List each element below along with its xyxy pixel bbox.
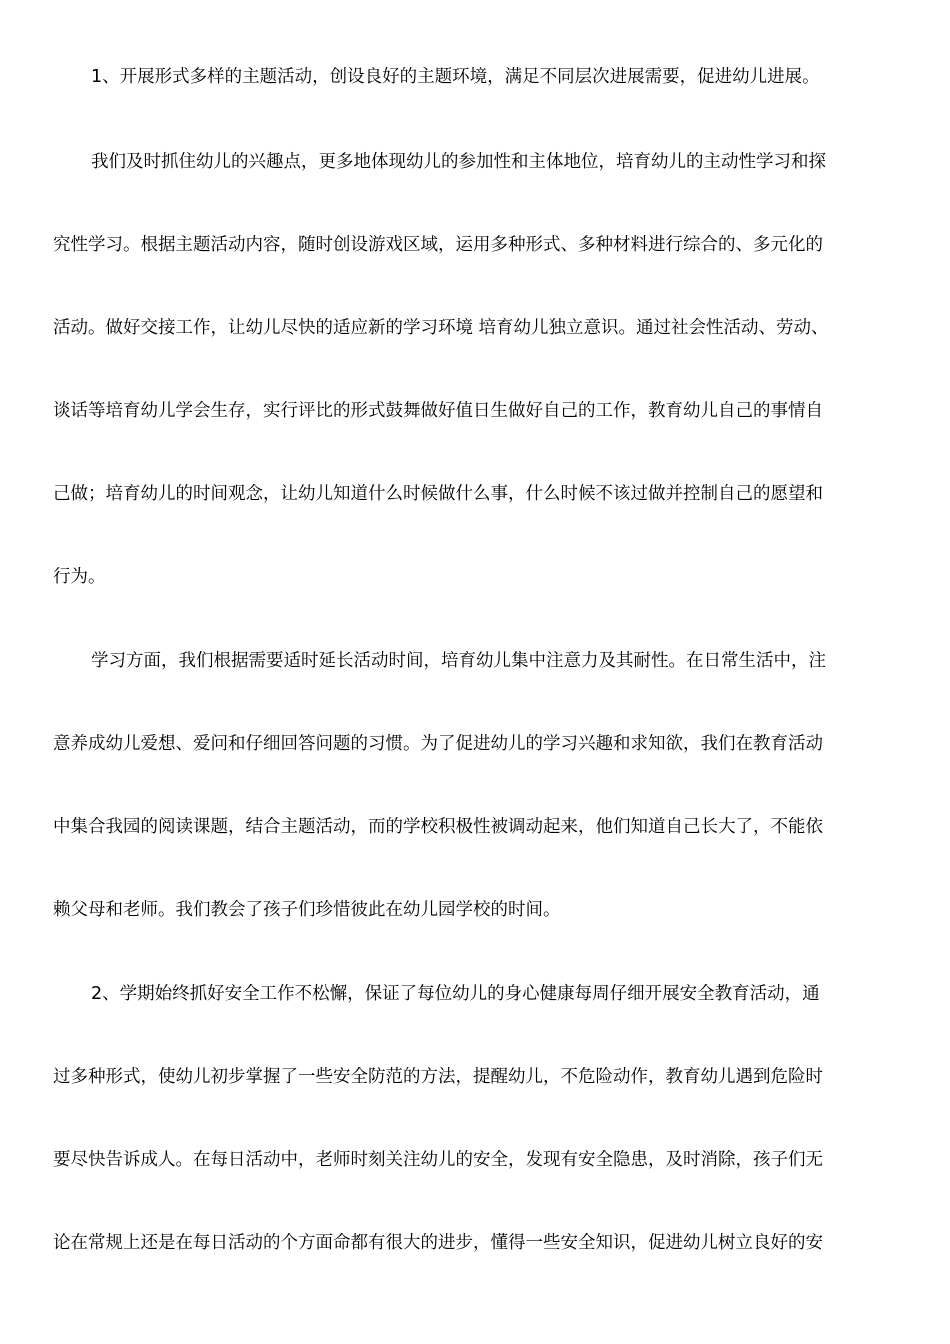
paragraph-3-line-2: 意养成幼儿爱想、爱问和仔细回答问题的习惯。为了促进幼儿的学习兴趣和求知欲，我们在教育活动 [53,734,823,754]
paragraph-4-line-1: 2、学期始终抓好安全工作不松懈，保证了每位幼儿的身心健康每周仔细开展安全教育活动，通 [91,984,820,1004]
paragraph-3-line-4: 赖父母和老师。我们教会了孩子们珍惜彼此在幼儿园学校的时间。 [53,900,561,920]
paragraph-2-line-3: 活动。做好交接工作，让幼儿尽快的适应新的学习环境 培育幼儿独立意识。通过社会性活动、劳动、 [53,318,829,338]
paragraph-2-line-2: 究性学习。根据主题活动内容，随时创设游戏区域，运用多种形式、多种材料进行综合的、多元化的 [53,235,823,255]
paragraph-4-line-2: 过多种形式，使幼儿初步掌握了一些安全防范的方法，提醒幼儿，不危险动作，教育幼儿遇到危险时 [53,1067,823,1087]
paragraph-3-line-1: 学习方面，我们根据需要适时延长活动时间，培育幼儿集中注意力及其耐性。在日常生活中，注 [91,651,826,671]
paragraph-2-line-5: 己做；培育幼儿的时间观念，让幼儿知道什么时候做什么事，什么时候不该过做并控制自己的愿望和 [53,484,823,504]
paragraph-3-line-3: 中集合我园的阅读课题，结合主题活动，而的学校积极性被调动起来，他们知道自己长大了，不能依 [53,817,823,837]
paragraph-2-line-1: 我们及时抓住幼儿的兴趣点，更多地体现幼儿的参加性和主体地位，培育幼儿的主动性学习和探 [91,152,826,172]
paragraph-1-line-1: 1、开展形式多样的主题活动，创设良好的主题环境，满足不同层次进展需要，促进幼儿进展。 [91,67,820,87]
paragraph-4-line-3: 要尽快告诉成人。在每日活动中，老师时刻关注幼儿的安全，发现有安全隐患，及时消除，孩子们无 [53,1150,823,1170]
paragraph-2-line-6: 行为。 [53,567,106,587]
paragraph-2-line-4: 谈话等培育幼儿学会生存，实行评比的形式鼓舞做好值日生做好自己的工作，教育幼儿自己的事情自 [53,401,823,421]
paragraph-4-line-4: 论在常规上还是在每日活动的个方面命都有很大的进步，懂得一些安全知识，促进幼儿树立良好的安 [53,1233,823,1253]
